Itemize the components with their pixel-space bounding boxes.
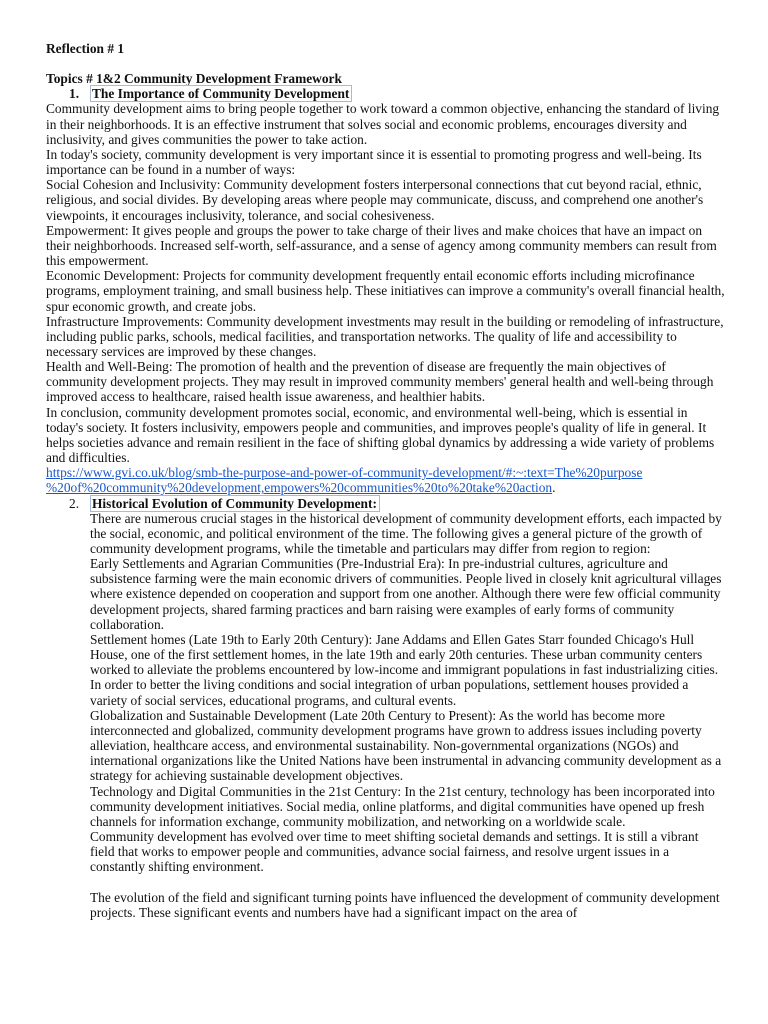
section2-number: 2. [69, 495, 80, 511]
section1-paragraph: Infrastructure Improvements: Community development investments may result in the building or remodeling of infrastructure, including public parks, schools, medical facilities, and transportation networks. The quality of life and accessibility to necessary services are improved by these changes. [46, 313, 724, 359]
section1-paragraph: Health and Well-Being: The promotion of health and the prevention of disease are frequently the main objectives of community development projects. They may result in improved community members' general health and well-being through improved access to healthcare, raised health issue awareness, and healthier habits. [46, 359, 714, 405]
section2-paragraph: Community development has evolved over time to meet shifting societal demands and settings. It is still a vibrant field that works to empower people and communities, advance social fairness, and resolve urgent issues in a constantly shifting environment. [90, 828, 699, 875]
section2-heading [69, 496, 726, 511]
section1-paragraph: Community development aims to bring people together to work toward a common objective, enhancing the standard of living in their neighborhoods. It is an effective instrument that solves social and economic problems, encourages diversity and inclusivity, and gives communities the power to take action. [46, 101, 720, 147]
section2-paragraph: Globalization and Sustainable Development (Late 20th Century to Present): As the world has become more interconnected and globalized, community development programs have grown to address issues including poverty alleviation, healthcare access, and environmental sustainability. Non-governmental organizations (NGOs) and international organizations like the United Nations have been instrumental in advancing community development as a strategy for achieving sustainable development objectives. [90, 707, 722, 784]
topics-title: Topics # 1&2 Community Development Framework [46, 71, 342, 87]
section2-paragraph: Technology and Digital Communities in the 21st Century: In the 21st century, technology has been incorporated into community development initiatives. Social media, online platforms, and digital communities have opened up fresh channels for information exchange, community mobilization, and networking on a worldwide scale. [90, 783, 715, 829]
section1-paragraph: Empowerment: It gives people and groups the power to take charge of their lives and make choices that have an impact on their neighborhoods. Increased self-worth, self-assurance, and a sense of agency among community members can result from this empowerment. [46, 222, 717, 269]
section1-paragraph: In today's society, community development is very important since it is essential to promoting progress and well-being. Its importance can be found in a number of ways: [46, 146, 702, 178]
blank-line [90, 874, 726, 889]
section2-heading-label: Historical Evolution of Community Development: [90, 495, 380, 512]
section2-paragraph: Early Settlements and Agrarian Communities (Pre-Industrial Era): In pre-industrial cultures, agriculture and subsistence farming were the main economic drivers of communities. People lived in closely knit agricultural villages where existence depended on cooperation and support from one another. Although there were few official community development projects, shared farming practices and barn raising were examples of early forms of community collaboration. [90, 556, 722, 632]
document-page [46, 41, 726, 920]
source-link-suffix: . [552, 480, 556, 496]
source-link-line1[interactable]: https://www.gvi.co.uk/blog/smb-the-purpose-and-power-of-community-development/#:~:text=The%20purpose [46, 465, 643, 481]
section1-heading-label: The Importance of Community Development [90, 85, 352, 102]
reflection-title: Reflection # 1 [46, 41, 125, 56]
source-link-block [46, 465, 726, 495]
source-link-line2[interactable]: %20of%20community%20development,empowers%20communities%20to%20take%20action [46, 480, 553, 496]
section2-paragraph: There are numerous crucial stages in the historical development of community development efforts, each impacted by the social, economic, and political environment of the time. The following gives a general picture of the growth of community development programs, while the timetable and particulars may differ from region to region: [90, 510, 722, 556]
section1-paragraph: Economic Development: Projects for community development frequently entail economic efforts including microfinance programs, employment training, and small business help. These initiatives can improve a community's overall financial health, spur economic growth, and create jobs. [46, 268, 725, 314]
section1-heading [69, 86, 726, 101]
section2-closing-paragraph: The evolution of the field and significant turning points have influenced the development of community development projects. These significant events and numbers have had a significant impact on the area of [90, 889, 720, 920]
section2-paragraph: Settlement homes (Late 19th to Early 20th Century): Jane Addams and Ellen Gates Starr founded Chicago's Hull House, one of the first settlement homes, in the late 19th and early 20th centuries. These urban community centers worked to alleviate the problems encountered by low-income and immigrant populations in fast industrializing cities. In order to better the living conditions and social integration of urban populations, settlement houses provided a variety of social services, educational programs, and cultural events. [90, 631, 719, 708]
section1-paragraph: Social Cohesion and Inclusivity: Community development fosters interpersonal connections that cut beyond racial, ethnic, religious, and social divides. By developing areas where people may communicate, discuss, and comprehend one another's viewpoints, it encourages inclusivity, tolerance, and social cohesiveness. [46, 177, 704, 223]
section1-number: 1. [69, 86, 80, 102]
section2-body [90, 511, 726, 920]
section1-paragraph: In conclusion, community development promotes social, economic, and environmental well-being, which is essential in today's society. It fosters inclusivity, empowers people and communities, and improves people's quality of life in general. It helps societies advance and remain resilient in the face of shifting global dynamics by addressing a wide variety of problems and difficulties. [46, 404, 715, 466]
